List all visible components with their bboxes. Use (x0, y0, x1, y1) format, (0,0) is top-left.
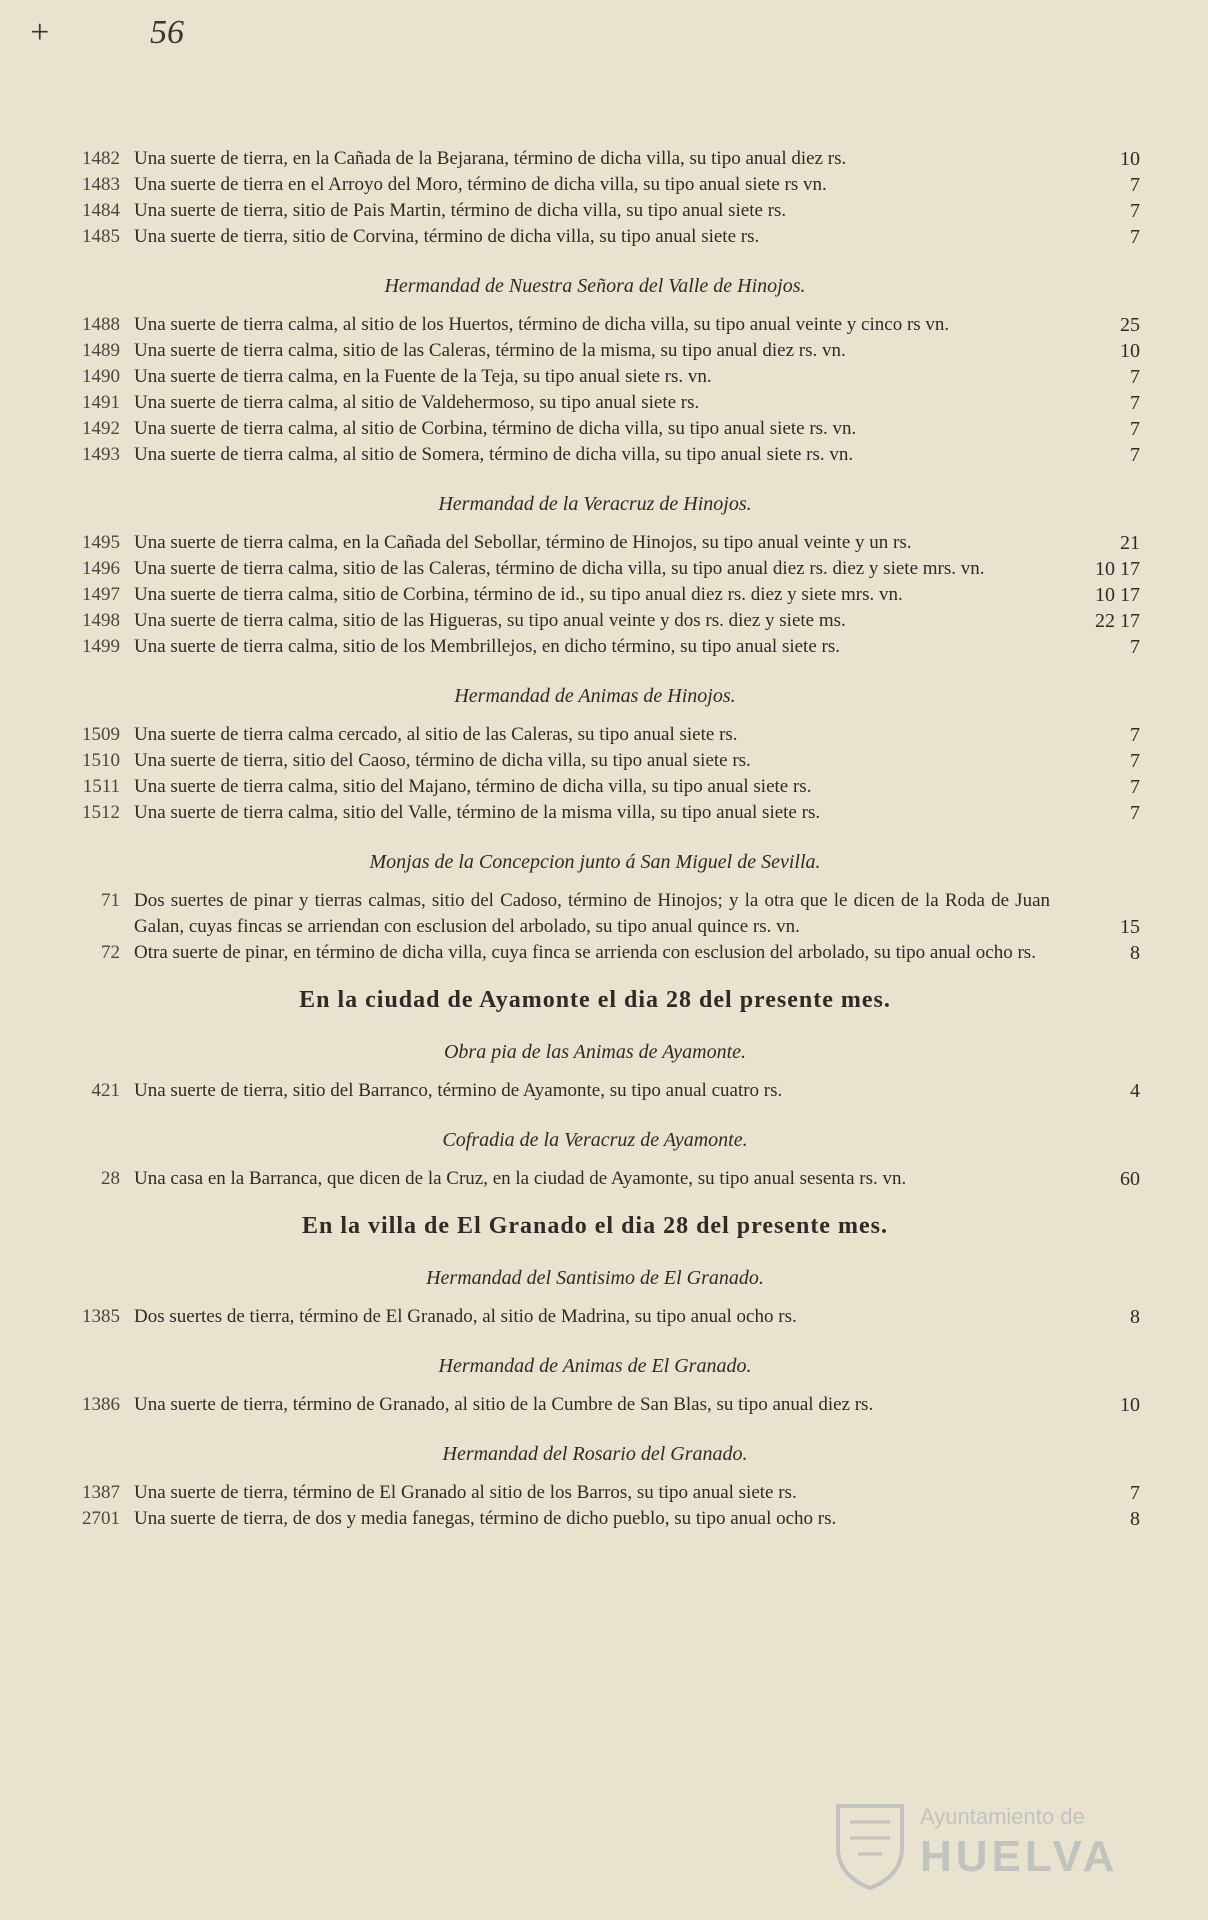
entry-description: Una suerte de tierra calma, sitio de las Higueras, su tipo anual veinte y dos rs. diez y siete ms. (134, 610, 846, 631)
list-item (50, 722, 1140, 748)
entry-description: Una suerte de tierra calma, al sitio de Valdehermoso, su tipo anual siete rs. (134, 392, 700, 413)
entry-number: 1483 (82, 174, 120, 195)
entry-number: 71 (101, 890, 120, 911)
list-item (50, 748, 1140, 774)
entry-description: Una suerte de tierra, término de El Granado al sitio de los Barros, su tipo anual siete rs. (134, 1482, 797, 1503)
list-item (50, 634, 1140, 660)
entry-description: Una suerte de tierra calma, sitio de los Membrillejos, en dicho término, su tipo anual siete rs. (134, 636, 840, 657)
entry-number: 1490 (82, 366, 120, 387)
list-item (50, 1304, 1140, 1330)
entry-amount: 7 (1130, 802, 1140, 824)
entry-amount: 7 (1130, 226, 1140, 248)
list-item (50, 1392, 1140, 1418)
entry-number: 28 (101, 1168, 120, 1189)
entry-description: Una suerte de tierra calma, sitio de las Caleras, término de la misma, su tipo anual diez rs. vn. (134, 340, 846, 361)
entry-number: 1484 (82, 200, 120, 221)
entry-description: Una suerte de tierra, término de Granado, al sitio de la Cumbre de San Blas, su tipo anual diez rs. (134, 1394, 874, 1415)
list-item (50, 416, 1140, 442)
entry-number: 1499 (82, 636, 120, 657)
list-item (50, 582, 1140, 608)
entry-number: 72 (101, 942, 120, 963)
entry-description: Una suerte de tierra calma, en la Fuente de la Teja, su tipo anual siete rs. vn. (134, 366, 712, 387)
entry-number: 1512 (82, 802, 120, 823)
document-content (50, 146, 1140, 1532)
entry-number: 1492 (82, 418, 120, 439)
entry-amount: 60 (1120, 1168, 1140, 1190)
entry-amount: 21 (1120, 532, 1140, 554)
section-title: Cofradia de la Veracruz de Ayamonte. (442, 1129, 748, 1151)
entry-number: 421 (91, 1080, 120, 1101)
entry-description: Dos suertes de pinar y tierras calmas, sitio del Cadoso, término de Hinojos; y la otra que le dicen de la Roda de Juan Galan, cuyas fincas se arriendan con esclusion del arbolado, su tipo anual quince rs. vn. (134, 890, 1050, 937)
entry-number: 1386 (82, 1394, 120, 1415)
entry-description: Una suerte de tierra calma, al sitio de Corbina, término de dicha villa, su tipo anual siete rs. vn. (134, 418, 857, 439)
entry-number: 1387 (82, 1482, 120, 1503)
list-item (50, 1166, 1140, 1192)
entry-description: Una suerte de tierra, sitio del Barranco, término de Ayamonte, su tipo anual cuatro rs. (134, 1080, 783, 1101)
entry-amount: 7 (1130, 418, 1140, 440)
watermark-top-text: Ayuntamiento de (920, 1804, 1085, 1829)
section-title: Obra pia de las Animas de Ayamonte. (443, 1041, 747, 1063)
watermark (830, 1800, 1160, 1890)
entry-number: 1489 (82, 340, 120, 361)
entry-amount: 10 17 (1095, 584, 1140, 606)
entry-description: Una suerte de tierra, de dos y media fanegas, término de dicho pueblo, su tipo anual ocho rs. (134, 1508, 837, 1529)
entry-amount: 7 (1130, 724, 1140, 746)
entry-amount: 8 (1130, 1508, 1140, 1530)
watermark-main-text: HUELVA (920, 1832, 1119, 1881)
entry-description: Una suerte de tierra calma, al sitio de Somera, término de dicha villa, su tipo anual siete rs. vn. (134, 444, 854, 465)
entry-amount: 7 (1130, 392, 1140, 414)
entry-amount: 8 (1130, 942, 1140, 964)
list-item (50, 390, 1140, 416)
entry-amount: 15 (1120, 916, 1140, 938)
entry-number: 2701 (82, 1508, 120, 1529)
entry-amount: 7 (1130, 174, 1140, 196)
list-item (50, 312, 1140, 338)
entry-amount: 25 (1120, 314, 1140, 336)
entry-amount: 8 (1130, 1306, 1140, 1328)
entry-number: 1509 (82, 724, 120, 745)
list-item (50, 224, 1140, 250)
town-heading: En la ciudad de Ayamonte el dia 28 del presente mes. (299, 987, 891, 1013)
entry-amount: 4 (1130, 1080, 1140, 1102)
entry-number: 1497 (82, 584, 120, 605)
section-title: Hermandad del Rosario del Granado. (442, 1443, 748, 1465)
entry-amount: 10 (1120, 340, 1140, 362)
list-item (50, 800, 1140, 826)
list-item (50, 442, 1140, 468)
list-item (50, 198, 1140, 224)
list-item (50, 1506, 1140, 1532)
list-item (50, 556, 1140, 582)
entry-description: Una suerte de tierra calma, al sitio de los Huertos, término de dicha villa, su tipo anual veinte y cinco rs vn. (134, 314, 950, 335)
entry-amount: 7 (1130, 636, 1140, 658)
list-item (50, 338, 1140, 364)
list-item (50, 1480, 1140, 1506)
entry-amount: 10 (1120, 148, 1140, 170)
list-item (50, 940, 1140, 966)
section-title: Hermandad del Santisimo de El Granado. (426, 1267, 764, 1289)
section-title: Hermandad de Animas de Hinojos. (454, 685, 736, 707)
entry-description: Una suerte de tierra calma, sitio de Corbina, término de id., su tipo anual diez rs. diez y siete mrs. vn. (134, 584, 903, 605)
list-item (50, 1078, 1140, 1104)
entry-amount: 7 (1130, 444, 1140, 466)
town-heading: En la villa de El Granado el dia 28 del presente mes. (302, 1213, 888, 1239)
entry-description: Una suerte de tierra calma cercado, al sitio de las Caleras, su tipo anual siete rs. (134, 724, 738, 745)
list-item (50, 888, 1140, 940)
entry-number: 1495 (82, 532, 120, 553)
entry-amount: 7 (1130, 366, 1140, 388)
entry-description: Dos suertes de tierra, término de El Granado, al sitio de Madrina, su tipo anual ocho rs. (134, 1306, 797, 1327)
list-item (50, 530, 1140, 556)
entry-amount: 7 (1130, 200, 1140, 222)
page-number-handwritten: 56 (150, 14, 184, 51)
section-title: Hermandad de Animas de El Granado. (438, 1355, 752, 1377)
list-item (50, 608, 1140, 634)
entry-description: Otra suerte de pinar, en término de dicha villa, cuya finca se arrienda con esclusion del arbolado, su tipo anual ocho rs. (134, 942, 1036, 963)
entry-amount: 22 17 (1095, 610, 1140, 632)
list-item (50, 774, 1140, 800)
entry-number: 1498 (82, 610, 120, 631)
entry-number: 1385 (82, 1306, 120, 1327)
section-title: Monjas de la Concepcion junto á San Miguel de Sevilla. (369, 851, 821, 873)
entry-number: 1510 (82, 750, 120, 771)
entry-amount: 7 (1130, 1482, 1140, 1504)
entry-description: Una suerte de tierra calma, en la Cañada del Sebollar, término de Hinojos, su tipo anual veinte y un rs. (134, 532, 912, 553)
entry-number: 1485 (82, 226, 120, 247)
entry-description: Una suerte de tierra, sitio de Corvina, término de dicha villa, su tipo anual siete rs. (134, 226, 760, 247)
entry-amount: 7 (1130, 750, 1140, 772)
list-item (50, 364, 1140, 390)
corner-mark-left: + (28, 14, 51, 51)
entry-number: 1482 (82, 148, 120, 169)
entry-amount: 7 (1130, 776, 1140, 798)
list-item (50, 146, 1140, 172)
entry-description: Una suerte de tierra calma, sitio del Majano, término de dicha villa, su tipo anual siete rs. (134, 776, 812, 797)
entry-description: Una casa en la Barranca, que dicen de la Cruz, en la ciudad de Ayamonte, su tipo anual sesenta rs. vn. (134, 1168, 907, 1189)
section-title: Hermandad de Nuestra Señora del Valle de Hinojos. (384, 275, 806, 297)
entry-description: Una suerte de tierra calma, sitio del Valle, término de la misma villa, su tipo anual siete rs. (134, 802, 821, 823)
entry-description: Una suerte de tierra, en la Cañada de la Bejarana, término de dicha villa, su tipo anual diez rs. (134, 148, 847, 169)
entry-description: Una suerte de tierra calma, sitio de las Caleras, término de dicha villa, su tipo anual diez rs. diez y siete mrs. vn. (134, 558, 985, 579)
entry-number: 1511 (82, 776, 120, 797)
list-item (50, 172, 1140, 198)
entry-amount: 10 17 (1095, 558, 1140, 580)
shield-icon (830, 1800, 910, 1890)
entry-description: Una suerte de tierra, sitio del Caoso, término de dicha villa, su tipo anual siete rs. (134, 750, 751, 771)
entry-number: 1488 (82, 314, 120, 335)
entry-amount: 10 (1120, 1394, 1140, 1416)
entry-description: Una suerte de tierra en el Arroyo del Moro, término de dicha villa, su tipo anual siete rs vn. (134, 174, 827, 195)
entry-description: Una suerte de tierra, sitio de Pais Martin, término de dicha villa, su tipo anual siete rs. (134, 200, 787, 221)
section-title: Hermandad de la Veracruz de Hinojos. (438, 493, 752, 515)
entry-number: 1493 (82, 444, 120, 465)
entry-number: 1491 (82, 392, 120, 413)
entry-number: 1496 (82, 558, 120, 579)
